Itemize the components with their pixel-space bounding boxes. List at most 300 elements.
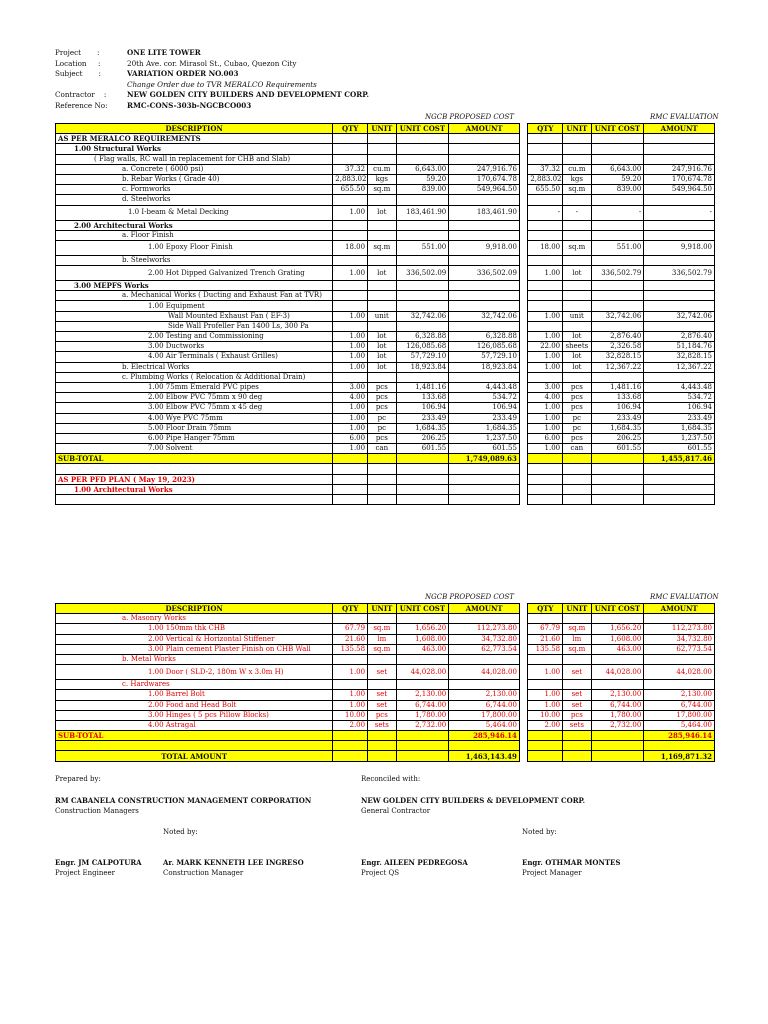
subtotal-row-2 <box>56 731 715 741</box>
ngcb-qty: 2,883.02 <box>333 174 368 184</box>
table-row <box>56 134 715 144</box>
ngcb-amount <box>449 654 520 664</box>
empty-cell <box>644 484 715 494</box>
rmc-qty: 1.00 <box>528 444 563 454</box>
ngcb-unit-cost <box>396 154 449 164</box>
ngcb-unit: kgs <box>368 174 396 184</box>
column-header-qty: QTY <box>333 124 368 134</box>
rmc-unit-cost: 551.00 <box>591 240 644 255</box>
ngcb-section-label-2: NGCB PROPOSED COST <box>425 593 514 601</box>
rmc-qty: 1.00 <box>528 266 563 281</box>
item-description: a. Masonry Works <box>56 614 333 624</box>
column-header-unit-cost: UNIT COST <box>591 124 644 134</box>
empty-cell <box>449 484 520 494</box>
column-gap <box>519 413 527 423</box>
rmc-qty: 1.00 <box>528 311 563 321</box>
reference-number: RMC-CONS-303b-NGCBCO003 <box>127 100 252 110</box>
rmc-amount <box>644 144 715 154</box>
noted-by-label-2: Noted by: <box>522 828 557 836</box>
column-header-unit: UNIT <box>368 604 396 614</box>
rmc-unit-cost: 1,684.35 <box>591 423 644 433</box>
rmc-qty <box>528 654 563 664</box>
column-header-description: DESCRIPTION <box>56 124 333 134</box>
table-cell <box>333 751 368 761</box>
ngcb-amount: 1,237.50 <box>449 433 520 443</box>
column-gap <box>519 164 527 174</box>
column-gap <box>519 433 527 443</box>
rmc-unit: sq.m <box>563 185 591 195</box>
rmc-unit <box>563 230 591 240</box>
table-row <box>56 654 715 664</box>
ngcb-unit <box>368 230 396 240</box>
ngcb-qty: 1.00 <box>333 342 368 352</box>
column-gap <box>519 454 527 464</box>
ngcb-unit-cost <box>396 255 449 265</box>
ngcb-role: General Contractor <box>361 807 431 815</box>
ngcb-qty: 1.00 <box>333 266 368 281</box>
column-gap <box>519 255 527 265</box>
rmc-unit: lot <box>563 352 591 362</box>
rmc-unit: set <box>563 700 591 710</box>
column-header-amount: AMOUNT <box>644 124 715 134</box>
rmc-unit: sets <box>563 720 591 730</box>
rmc-unit-cost <box>591 614 644 624</box>
rmc-unit: pc <box>563 423 591 433</box>
column-gap <box>519 220 527 230</box>
signatory-name: Engr. AILEEN PEDREGOSA <box>361 858 468 867</box>
ngcb-unit-cost <box>396 220 449 230</box>
ngcb-qty <box>333 134 368 144</box>
rmc-unit-cost: 1,481.16 <box>591 382 644 392</box>
empty-cell <box>56 495 333 505</box>
item-description: 3.00 Ductworks <box>56 342 333 352</box>
ngcb-unit-cost <box>396 654 449 664</box>
ngcb-amount: 106.94 <box>449 403 520 413</box>
column-header-amount: AMOUNT <box>449 604 520 614</box>
item-description: 1.00 Epoxy Floor Finish <box>56 240 333 255</box>
signatory-title: Construction Manager <box>163 869 244 877</box>
ngcb-amount <box>449 301 520 311</box>
ngcb-unit <box>368 134 396 144</box>
ngcb-unit: pcs <box>368 382 396 392</box>
rmc-amount: 34,732.80 <box>644 634 715 644</box>
item-description: a. Concrete ( 6000 psi) <box>56 164 333 174</box>
ngcb-qty: 1.00 <box>333 403 368 413</box>
ngcb-section-label: NGCB PROPOSED COST <box>425 113 514 121</box>
rmc-amount: 9,918.00 <box>644 240 715 255</box>
column-gap <box>519 352 527 362</box>
ngcb-qty: 1.00 <box>333 311 368 321</box>
rmc-unit: sheets <box>563 342 591 352</box>
ngcb-unit-cost <box>396 144 449 154</box>
rmc-unit: unit <box>563 311 591 321</box>
rmc-qty <box>528 144 563 154</box>
ngcb-unit-cost: 463.00 <box>396 644 449 654</box>
ngcb-unit: cu.m <box>368 164 396 174</box>
rmc-qty <box>528 614 563 624</box>
column-gap <box>519 174 527 184</box>
column-gap <box>519 495 527 505</box>
ngcb-unit-cost <box>396 680 449 690</box>
rmc-unit: sq.m <box>563 644 591 654</box>
ngcb-unit-cost: 59.20 <box>396 174 449 184</box>
rmc-unit-cost: 2,130.00 <box>591 690 644 700</box>
empty-cell <box>396 464 449 474</box>
ngcb-amount: 32,742.06 <box>449 311 520 321</box>
table-row <box>56 433 715 443</box>
rmc-unit: - <box>563 205 591 220</box>
rmc-unit <box>563 654 591 664</box>
rmc-unit-cost <box>591 654 644 664</box>
rmc-unit-cost: 839.00 <box>591 185 644 195</box>
rmc-unit-cost: 463.00 <box>591 644 644 654</box>
rmc-qty: 22.00 <box>528 342 563 352</box>
ngcb-amount: 534.72 <box>449 393 520 403</box>
rmc-amount <box>644 230 715 240</box>
ngcb-amount <box>449 230 520 240</box>
table-row <box>56 291 715 301</box>
table-cell <box>528 751 563 761</box>
rmc-amount: 4,443.48 <box>644 382 715 392</box>
empty-cell <box>333 484 368 494</box>
rmc-unit-cost: 6,744.00 <box>591 700 644 710</box>
ngcb-amount: 17,800.00 <box>449 710 520 720</box>
signatory-title: Project QS <box>361 869 400 877</box>
ngcb-qty: 1.00 <box>333 423 368 433</box>
table-row <box>56 164 715 174</box>
ngcb-amount <box>449 281 520 291</box>
rmc-qty: 2.00 <box>528 720 563 730</box>
ngcb-qty <box>333 654 368 664</box>
rmc-qty <box>528 680 563 690</box>
ngcb-unit-cost: 233.49 <box>396 413 449 423</box>
table-row <box>56 624 715 634</box>
ngcb-amount <box>449 255 520 265</box>
empty-cell <box>563 495 591 505</box>
column-gap <box>519 134 527 144</box>
rmc-unit: cu.m <box>563 164 591 174</box>
ngcb-unit <box>368 321 396 331</box>
table-row <box>56 220 715 230</box>
ngcb-unit: lot <box>368 205 396 220</box>
rmc-unit: pc <box>563 413 591 423</box>
table-row <box>56 665 715 680</box>
table-row <box>56 634 715 644</box>
item-description: 3.00 MEPFS Works <box>56 281 333 291</box>
table-row <box>56 720 715 730</box>
rmc-qty: 4.00 <box>528 393 563 403</box>
rmc-qty: 6.00 <box>528 433 563 443</box>
ngcb-amount: 549,964.50 <box>449 185 520 195</box>
ngcb-unit: lot <box>368 332 396 342</box>
rmc-unit-cost: 2,732.00 <box>591 720 644 730</box>
ngcb-qty: 1.00 <box>333 352 368 362</box>
subtotal-row-2-label: SUB-TOTAL <box>56 731 333 741</box>
table-row <box>56 281 715 291</box>
column-gap <box>519 301 527 311</box>
table-row <box>56 444 715 454</box>
ngcb-unit: pcs <box>368 393 396 403</box>
pfd-plan-row <box>56 474 715 484</box>
contractor-label: Contractor <box>55 90 95 100</box>
ngcb-qty: 1.00 <box>333 332 368 342</box>
column-gap <box>519 423 527 433</box>
column-gap <box>519 185 527 195</box>
pfd-architectural-row <box>56 484 715 494</box>
table-row <box>56 195 715 205</box>
column-gap <box>519 144 527 154</box>
rmc-amount <box>644 134 715 144</box>
rmc-amount: 534.72 <box>644 393 715 403</box>
rmc-amount: 1,684.35 <box>644 423 715 433</box>
ngcb-unit-cost: 206.25 <box>396 433 449 443</box>
rmc-amount <box>644 281 715 291</box>
ngcb-unit-cost: 551.00 <box>396 240 449 255</box>
item-description: 2.00 Hot Dipped Galvanized Trench Grating <box>56 266 333 281</box>
ngcb-unit: unit <box>368 311 396 321</box>
column-header-unit: UNIT <box>563 604 591 614</box>
ngcb-unit-cost: 57,729.10 <box>396 352 449 362</box>
ngcb-amount <box>449 144 520 154</box>
item-description: 7.00 Solvent <box>56 444 333 454</box>
table-row <box>56 690 715 700</box>
rmc-amount: 6,744.00 <box>644 700 715 710</box>
table-row <box>56 710 715 720</box>
reconciled-with-label: Reconciled with: <box>361 775 421 783</box>
item-description: c. Hardwares <box>56 680 333 690</box>
empty-cell <box>563 474 591 484</box>
rmc-qty <box>528 154 563 164</box>
ngcb-unit-cost: 2,732.00 <box>396 720 449 730</box>
table-row <box>56 144 715 154</box>
ngcb-amount <box>449 220 520 230</box>
table-cell <box>563 731 591 741</box>
item-description: 1.00 Door ( SLD-2, 180m W x 3.0m H) <box>56 665 333 680</box>
blank-row <box>56 464 715 474</box>
blank-row <box>56 495 715 505</box>
rmc-qty: 1.00 <box>528 332 563 342</box>
blank-row <box>56 741 715 751</box>
column-gap <box>519 393 527 403</box>
ngcb-qty: 3.00 <box>333 382 368 392</box>
rmc-unit <box>563 220 591 230</box>
ngcb-qty: 1.00 <box>333 413 368 423</box>
rmc-unit: pcs <box>563 393 591 403</box>
ngcb-unit: lot <box>368 362 396 372</box>
rmc-amount <box>644 255 715 265</box>
column-gap <box>519 362 527 372</box>
table-header-row <box>56 604 715 614</box>
subtotal-row-label: SUB-TOTAL <box>56 454 333 464</box>
rmc-unit-cost <box>591 680 644 690</box>
ngcb-unit-cost: 106.94 <box>396 403 449 413</box>
ngcb-unit-cost: 32,742.06 <box>396 311 449 321</box>
rmc-qty: 1.00 <box>528 423 563 433</box>
rmc-qty <box>528 372 563 382</box>
ngcb-unit <box>368 372 396 382</box>
rmc-amount: 44,028.00 <box>644 665 715 680</box>
cost-table-pfd <box>55 603 715 762</box>
table-row <box>56 205 715 220</box>
item-description: 2.00 Food and Head Bolt <box>56 700 333 710</box>
ngcb-unit-cost: 183,461.90 <box>396 205 449 220</box>
table-cell <box>591 751 644 761</box>
rmc-signatory-block <box>55 796 311 816</box>
ngcb-unit <box>368 144 396 154</box>
table-row <box>56 614 715 624</box>
rmc-amount: 106.94 <box>644 403 715 413</box>
rmc-unit-cost: 206.25 <box>591 433 644 443</box>
column-gap <box>519 154 527 164</box>
rmc-unit-cost: 106.94 <box>591 403 644 413</box>
ngcb-unit: sq.m <box>368 240 396 255</box>
empty-cell <box>333 464 368 474</box>
table-cell <box>333 454 368 464</box>
ngcb-qty <box>333 255 368 265</box>
signatory-title: Project Manager <box>522 869 582 877</box>
rmc-unit-cost: 6,643.00 <box>591 164 644 174</box>
ngcb-amount <box>449 372 520 382</box>
rmc-section-label: RMC EVALUATION <box>650 113 719 121</box>
rmc-amount: 170,674.78 <box>644 174 715 184</box>
rmc-amount: 51,184.76 <box>644 342 715 352</box>
empty-cell <box>528 484 563 494</box>
rmc-unit-cost: 336,502.79 <box>591 266 644 281</box>
ngcb-unit-cost: 1,608.00 <box>396 634 449 644</box>
ngcb-unit-cost <box>396 230 449 240</box>
ngcb-qty: 6.00 <box>333 433 368 443</box>
ngcb-unit-cost: 6,643.00 <box>396 164 449 174</box>
subtotal-row-ngcb: 1,749,089.63 <box>449 454 520 464</box>
rmc-amount: 549,964.50 <box>644 185 715 195</box>
rmc-amount <box>644 372 715 382</box>
item-description: c. Formworks <box>56 185 333 195</box>
item-description: 4.00 Wye PVC 75mm <box>56 413 333 423</box>
project-label: Project <box>55 48 81 57</box>
column-gap <box>519 444 527 454</box>
column-gap <box>519 230 527 240</box>
rmc-unit: pcs <box>563 382 591 392</box>
rmc-unit-cost <box>591 220 644 230</box>
empty-cell <box>368 741 396 751</box>
signatory-project-engineer <box>55 858 142 878</box>
table-header-row <box>56 124 715 134</box>
item-description: 3.00 Plain cement Plaster Finish on CHB Wall <box>56 644 333 654</box>
item-description: Side Wall Profeller Fan 1400 Ls, 300 Pa <box>56 321 333 331</box>
rmc-unit-cost <box>591 255 644 265</box>
rmc-amount <box>644 291 715 301</box>
table-row <box>56 644 715 654</box>
empty-cell <box>591 495 644 505</box>
table-row <box>56 372 715 382</box>
rmc-unit: lot <box>563 332 591 342</box>
ngcb-unit <box>368 154 396 164</box>
ngcb-unit: set <box>368 665 396 680</box>
rmc-qty: 135.58 <box>528 644 563 654</box>
rmc-unit <box>563 195 591 205</box>
ngcb-qty: 1.00 <box>333 665 368 680</box>
rmc-amount: 336,502.79 <box>644 266 715 281</box>
column-gap <box>519 751 527 761</box>
column-gap <box>519 281 527 291</box>
ngcb-unit: sets <box>368 720 396 730</box>
column-header-unit-cost: UNIT COST <box>396 124 449 134</box>
item-description: 5.00 Floor Drain 75mm <box>56 423 333 433</box>
column-gap <box>519 710 527 720</box>
ngcb-qty: 1.00 <box>333 700 368 710</box>
rmc-unit <box>563 154 591 164</box>
ngcb-amount: 6,328.88 <box>449 332 520 342</box>
rmc-qty: 1.00 <box>528 362 563 372</box>
subtotal-row-2-ngcb: 285,946.14 <box>449 731 520 741</box>
ngcb-qty: 2.00 <box>333 720 368 730</box>
table-row <box>56 321 715 331</box>
rmc-amount: 5,464.00 <box>644 720 715 730</box>
subject-note: Change Order due to TVR MERALCO Requirements <box>127 79 317 89</box>
table-row <box>56 413 715 423</box>
column-gap <box>519 654 527 664</box>
item-description: 2.00 Vertical & Horizontal Stiffener <box>56 634 333 644</box>
ngcb-amount <box>449 321 520 331</box>
ngcb-unit: pcs <box>368 710 396 720</box>
ngcb-qty <box>333 154 368 164</box>
ngcb-unit-cost <box>396 614 449 624</box>
table-cell <box>528 731 563 741</box>
ngcb-amount <box>449 680 520 690</box>
empty-cell <box>591 484 644 494</box>
rmc-unit: pcs <box>563 433 591 443</box>
ngcb-amount: 112,273.80 <box>449 624 520 634</box>
rmc-qty: 18.00 <box>528 240 563 255</box>
ngcb-amount: 2,130.00 <box>449 690 520 700</box>
column-gap <box>519 604 527 614</box>
rmc-qty: 1.00 <box>528 665 563 680</box>
column-gap <box>519 680 527 690</box>
table-row <box>56 174 715 184</box>
ngcb-qty: 1.00 <box>333 444 368 454</box>
rmc-amount: 32,828.15 <box>644 352 715 362</box>
column-gap <box>519 731 527 741</box>
ngcb-qty <box>333 220 368 230</box>
column-header-unit: UNIT <box>563 124 591 134</box>
item-description: 3.00 Elbow PVC 75mm x 45 deg <box>56 403 333 413</box>
total-amount-row-ngcb: 1,463,143.49 <box>449 751 520 761</box>
item-description: 6.00 Pipe Hanger 75mm <box>56 433 333 443</box>
column-gap <box>519 484 527 494</box>
empty-cell <box>368 474 396 484</box>
ngcb-unit-cost <box>396 195 449 205</box>
empty-cell <box>563 484 591 494</box>
column-gap <box>519 266 527 281</box>
rmc-qty: 1.00 <box>528 413 563 423</box>
empty-cell <box>528 474 563 484</box>
rmc-qty <box>528 301 563 311</box>
column-gap <box>519 240 527 255</box>
location-label: Location <box>55 58 87 68</box>
ngcb-qty <box>333 291 368 301</box>
rmc-qty: 10.00 <box>528 710 563 720</box>
rmc-unit-cost <box>591 321 644 331</box>
ngcb-qty: 135.58 <box>333 644 368 654</box>
table-row <box>56 403 715 413</box>
empty-cell <box>644 464 715 474</box>
item-description: b. Electrical Works <box>56 362 333 372</box>
column-gap <box>519 342 527 352</box>
ngcb-signatory-block <box>361 796 585 816</box>
pfd-architectural-row-text: 1.00 Architectural Works <box>56 484 333 494</box>
table-cell <box>591 454 644 464</box>
ngcb-unit-cost: 44,028.00 <box>396 665 449 680</box>
